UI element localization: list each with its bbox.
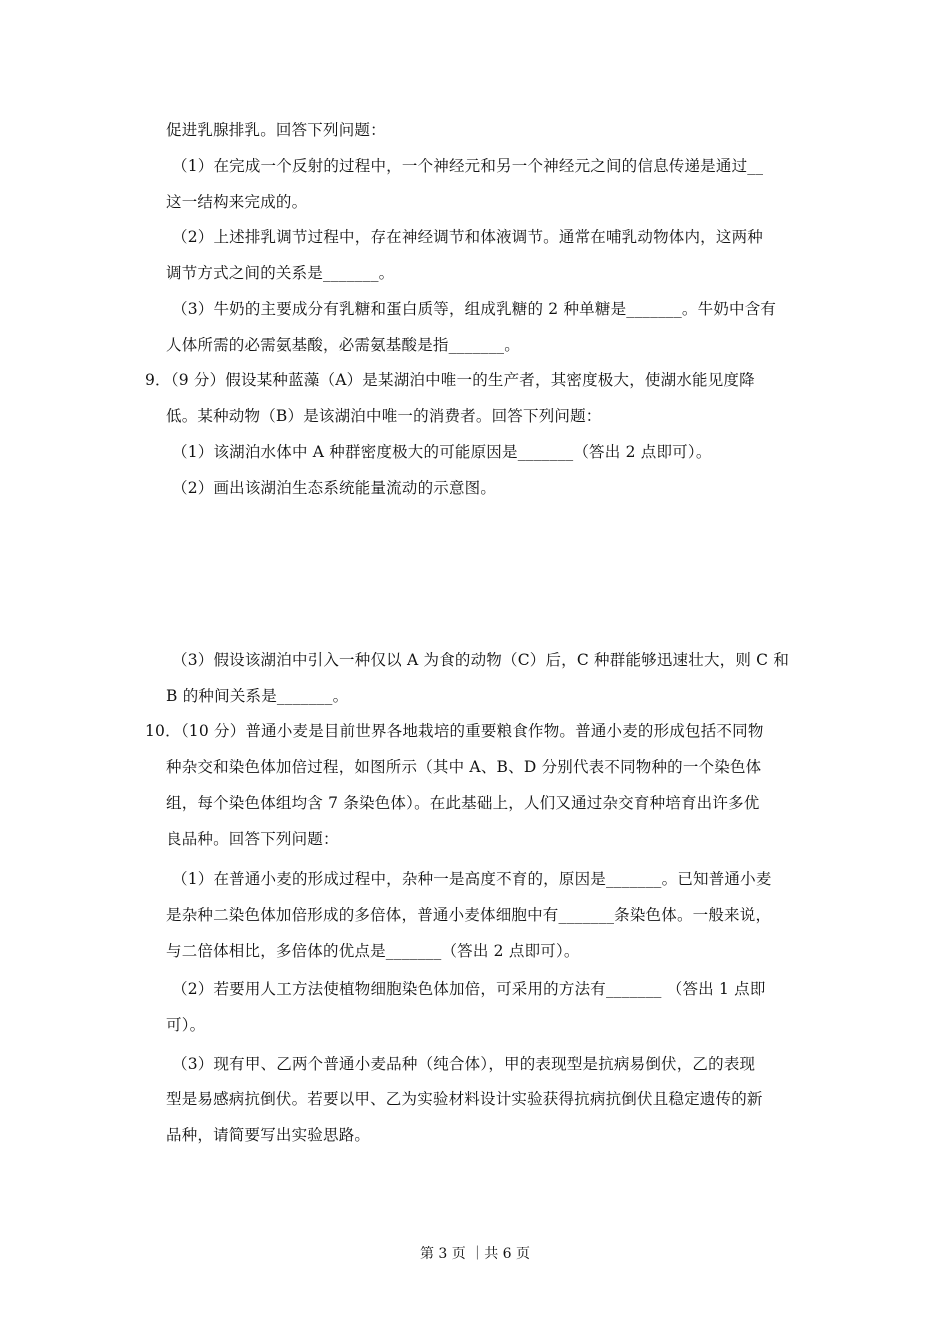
text-line: （2）若要用人工方法使植物细胞染色体加倍，可采用的方法有_______ （答出 1 点即 xyxy=(172,980,766,998)
text-line: （2）上述排乳调节过程中，存在神经调节和体液调节。通常在哺乳动物体内，这两种 xyxy=(172,228,763,246)
text-line: 人体所需的必需氨基酸，必需氨基酸是指_______。 xyxy=(166,336,520,354)
text-line: 促进乳腺排乳。回答下列问题： xyxy=(166,121,386,139)
text-line: （3）假设该湖泊中引入一种仅以 A 为食的动物（C）后，C 种群能够迅速壮大，则 C 和 xyxy=(172,651,790,669)
text-line: 型是易感病抗倒伏。若要以甲、乙为实验材料设计实验获得抗病抗倒伏且稳定遗传的新 xyxy=(166,1090,763,1108)
text-line: （3）现有甲、乙两个普通小麦品种（纯合体），甲的表现型是抗病易倒伏，乙的表现 xyxy=(172,1055,756,1073)
text-line: （1）在普通小麦的形成过程中，杂种一是高度不育的，原因是_______。已知普通小麦 xyxy=(172,870,772,888)
text-line: 品种，请简要写出实验思路。 xyxy=(166,1126,371,1144)
text-line: B 的种间关系是_______。 xyxy=(166,687,349,705)
text-line: 这一结构来完成的。 xyxy=(166,193,308,211)
text-line: 组，每个染色体组均含 7 条染色体）。在此基础上，人们又通过杂交育种培育出许多优 xyxy=(166,794,760,812)
page-footer: 第 3 页 ｜共 6 页 xyxy=(419,1246,531,1262)
text-line: （3）牛奶的主要成分有乳糖和蛋白质等，组成乳糖的 2 种单糖是_______。牛奶中含有 xyxy=(172,300,777,318)
text-line: 是杂种二染色体加倍形成的多倍体，普通小麦体细胞中有_______条染色体。一般来说， xyxy=(166,906,772,924)
text-line: 低。某种动物（B）是该湖泊中唯一的消费者。回答下列问题： xyxy=(166,407,602,425)
text-line: 与二倍体相比，多倍体的优点是_______（答出 2 点即可）。 xyxy=(166,942,580,960)
text-line: （1）在完成一个反射的过程中，一个神经元和另一个神经元之间的信息传递是通过__ xyxy=(172,157,764,175)
text-line: （1）该湖泊水体中 A 种群密度极大的可能原因是_______（答出 2 点即可）。 xyxy=(172,443,712,461)
text-line: 可）。 xyxy=(166,1016,206,1034)
text-line: 良品种。回答下列问题： xyxy=(166,830,339,848)
text-line: （2）画出该湖泊生态系统能量流动的示意图。 xyxy=(172,479,497,497)
question-10-line: 10．（10 分）普通小麦是目前世界各地栽培的重要粮食作物。普通小麦的形成包括不同物 xyxy=(145,722,764,740)
question-9-line: 9．（9 分）假设某种蓝藻（A）是某湖泊中唯一的生产者，其密度极大，使湖水能见度降 xyxy=(145,371,755,389)
text-line: 种杂交和染色体加倍过程，如图所示（其中 A、B、D 分别代表不同物种的一个染色体 xyxy=(166,758,762,776)
text-line: 调节方式之间的关系是_______。 xyxy=(166,264,395,282)
